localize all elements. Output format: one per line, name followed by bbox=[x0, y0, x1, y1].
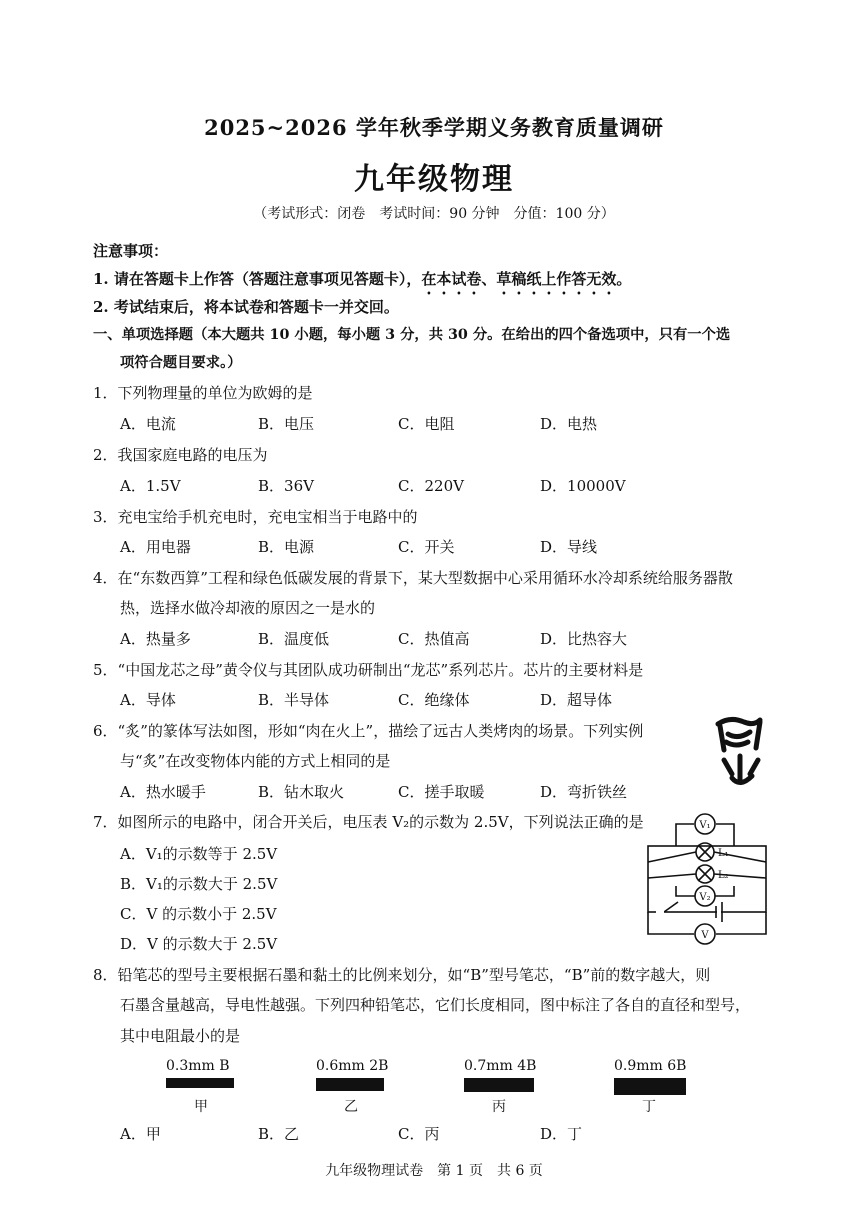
exam-info: （考试形式：闭卷 考试时间：90 分钟 分值：100 分） bbox=[253, 206, 615, 222]
question-4-option-A: A．热量多 bbox=[120, 630, 191, 648]
question-8-option-C: C．丙 bbox=[398, 1125, 440, 1143]
question-8-stem-line-2: 石墨含量越高，导电性越强。下列四种铅笔芯，它们长度相同，图中标注了各自的直径和型号， bbox=[120, 996, 751, 1014]
notice-item-1 bbox=[93, 268, 631, 298]
pencil-label-4: 0.9mm 6B bbox=[614, 1058, 687, 1074]
exam-title: 2025~2026 学年秋季学期义务教育质量调研 bbox=[204, 115, 664, 140]
question-5-stem-line-1: 5．“中国龙芯之母”黄令仪与其团队成功研制出“龙芯”系列芯片。芯片的主要材料是 bbox=[93, 661, 644, 679]
pencil-lead-1 bbox=[166, 1078, 234, 1088]
question-6-stem-line-2: 与“炙”在改变物体内能的方式上相同的是 bbox=[120, 752, 391, 770]
question-6-option-D: D．弯折铁丝 bbox=[540, 783, 628, 801]
section-heading-line-1: 一、单项选择题（本大题共 10 小题，每小题 3 分，共 30 分。在给出的四个备选项中，只有一个选 bbox=[93, 327, 731, 343]
question-3-option-A: A．用电器 bbox=[120, 538, 191, 556]
question-4-option-C: C．热值高 bbox=[398, 630, 470, 648]
question-1-option-A: A．电流 bbox=[120, 415, 176, 433]
question-7-option-A: A．V₁的示数等于 2.5V bbox=[120, 845, 278, 863]
pencil-name-4: 丁 bbox=[642, 1099, 656, 1115]
circuit-l1-label: L₁ bbox=[718, 848, 729, 859]
pencil-lead-2 bbox=[316, 1078, 384, 1091]
pencil-label-2: 0.6mm 2B bbox=[316, 1058, 389, 1074]
question-7-option-C: C．V 的示数小于 2.5V bbox=[120, 905, 277, 923]
question-5-option-D: D．超导体 bbox=[540, 691, 613, 709]
question-8-stem-line-3: 其中电阻最小的是 bbox=[120, 1027, 241, 1045]
circuit-v-label: V bbox=[701, 930, 709, 941]
question-8-option-D: D．丁 bbox=[540, 1125, 583, 1143]
question-4-option-B: B．温度低 bbox=[258, 630, 330, 648]
question-6-option-A: A．热水暖手 bbox=[120, 783, 206, 801]
question-7-option-B: B．V₁的示数大于 2.5V bbox=[120, 875, 278, 893]
subject-title: 九年级物理 bbox=[354, 162, 514, 197]
question-4-option-D: D．比热容大 bbox=[540, 630, 628, 648]
question-8-option-A: A．甲 bbox=[120, 1125, 161, 1143]
notice-heading: 注意事项： bbox=[93, 242, 169, 260]
question-3-option-D: D．导线 bbox=[540, 538, 598, 556]
notice-item-1-text: 1. 请在答题卡上作答（答题注意事项见答题卡）， bbox=[93, 270, 422, 288]
pencil-label-3: 0.7mm 4B bbox=[464, 1058, 537, 1074]
zhi-seal-character-icon bbox=[710, 712, 774, 792]
circuit-diagram bbox=[638, 806, 776, 946]
question-6-option-C: C．搓手取暖 bbox=[398, 783, 485, 801]
question-4-stem-line-2: 热，选择水做冷却液的原因之一是水的 bbox=[120, 599, 376, 617]
pencil-name-2: 乙 bbox=[344, 1099, 358, 1115]
question-1-stem-line-1: 1．下列物理量的单位为欧姆的是 bbox=[93, 384, 313, 402]
question-3-option-C: C．开关 bbox=[398, 538, 455, 556]
question-1-option-D: D．电热 bbox=[540, 415, 598, 433]
question-6-stem-line-1: 6．“炙”的篆体写法如图，形如“肉在火上”，描绘了远古人类烤肉的场景。下列实例 bbox=[93, 722, 644, 740]
pencil-lead-3 bbox=[464, 1078, 534, 1092]
page-footer: 九年级物理试卷 第 1 页 共 6 页 bbox=[325, 1163, 543, 1179]
question-4-stem-line-1: 4．在“东数西算”工程和绿色低碳发展的背景下，某大型数据中心采用循环水冷却系统给服务器散 bbox=[93, 569, 733, 587]
question-2-option-A: A．1.5V bbox=[120, 477, 181, 495]
circuit-v1-label: V₁ bbox=[699, 820, 711, 831]
question-1-option-B: B．电压 bbox=[258, 415, 315, 433]
question-3-stem-line-1: 3．充电宝给手机充电时，充电宝相当于电路中的 bbox=[93, 508, 418, 526]
notice-item-2: 2. 考试结束后，将本试卷和答题卡一并交回。 bbox=[93, 298, 399, 316]
question-7-stem-line-1: 7．如图所示的电路中，闭合开关后，电压表 V₂的示数为 2.5V，下列说法正确的是 bbox=[93, 813, 644, 831]
question-5-option-B: B．半导体 bbox=[258, 691, 330, 709]
question-2-option-B: B．36V bbox=[258, 477, 314, 495]
question-3-option-B: B．电源 bbox=[258, 538, 315, 556]
question-8-option-B: B．乙 bbox=[258, 1125, 300, 1143]
question-6-option-B: B．钻木取火 bbox=[258, 783, 345, 801]
pencil-name-3: 丙 bbox=[492, 1099, 506, 1115]
question-2-option-C: C．220V bbox=[398, 477, 464, 495]
question-5-option-A: A．导体 bbox=[120, 691, 176, 709]
question-5-option-C: C．绝缘体 bbox=[398, 691, 470, 709]
pencil-name-1: 甲 bbox=[194, 1099, 208, 1115]
circuit-v2-label: V₂ bbox=[699, 892, 711, 903]
section-heading-line-2: 项符合题目要求。） bbox=[120, 355, 242, 371]
notice-item-1-emphasis: 在本试卷、草稿纸上作答无效。 bbox=[421, 270, 632, 288]
pencil-lead-4 bbox=[614, 1078, 686, 1095]
question-8-stem-line-1: 8．铅笔芯的型号主要根据石墨和黏土的比例来划分，如“B”型号笔芯，“B”前的数字越大，则 bbox=[93, 966, 711, 984]
question-2-stem-line-1: 2．我国家庭电路的电压为 bbox=[93, 446, 268, 464]
question-7-option-D: D．V 的示数大于 2.5V bbox=[120, 935, 278, 953]
question-1-option-C: C．电阻 bbox=[398, 415, 455, 433]
circuit-l2-label: L₂ bbox=[718, 870, 729, 881]
question-2-option-D: D．10000V bbox=[540, 477, 626, 495]
pencil-label-1: 0.3mm B bbox=[166, 1058, 230, 1074]
